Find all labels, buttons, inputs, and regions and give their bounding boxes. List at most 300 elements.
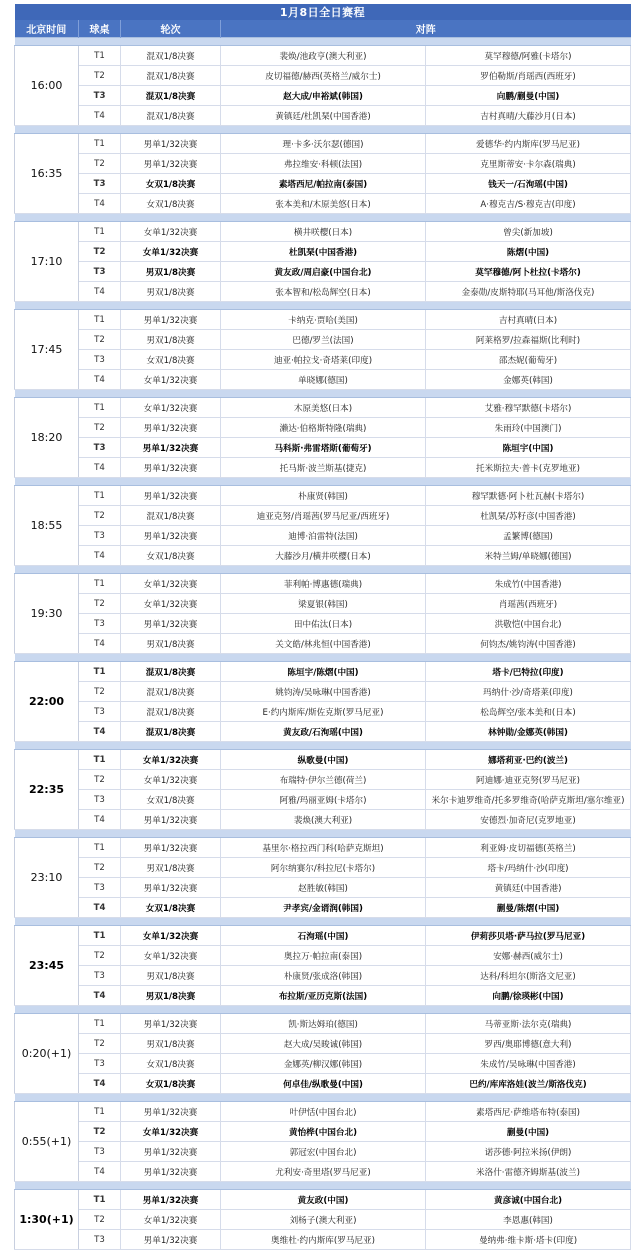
match-player-1: 卡纳克·贾哈(美国) bbox=[221, 310, 426, 330]
match-player-1: 杜凯琹(中国香港) bbox=[221, 242, 426, 262]
match-player-1: 郭冠宏(中国台北) bbox=[221, 1142, 426, 1162]
match-player-2: 曼纳弗·维卡斯·塔卡(印度) bbox=[426, 1230, 631, 1250]
match-player-1: 阿尔纳赛尔/科拉尼(卡塔尔) bbox=[221, 858, 426, 878]
match-player-2: 爱德华·约内斯库(罗马尼亚) bbox=[426, 134, 631, 154]
match-round: 混双1/8决赛 bbox=[121, 662, 221, 682]
match-player-2: 吉村真晴(日本) bbox=[426, 310, 631, 330]
match-table: T4 bbox=[79, 1074, 121, 1094]
match-row bbox=[15, 222, 631, 242]
slot-separator bbox=[15, 742, 631, 750]
match-player-2: 陈垣宇(中国) bbox=[426, 438, 631, 458]
match-row bbox=[15, 154, 631, 174]
match-player-2: 罗伯勒斯/肖瑶西(西班牙) bbox=[426, 66, 631, 86]
slot-separator-cell bbox=[15, 1094, 631, 1102]
slot-time: 23:45 bbox=[15, 926, 79, 1006]
match-table: T3 bbox=[79, 174, 121, 194]
match-round: 女单1/32决赛 bbox=[121, 770, 221, 790]
slot-time: 0:20(+1) bbox=[15, 1014, 79, 1094]
match-player-1: 弗拉维安·科顿(法国) bbox=[221, 154, 426, 174]
match-table: T2 bbox=[79, 330, 121, 350]
match-player-2: 蒯曼/陈熠(中国) bbox=[426, 898, 631, 918]
match-player-2: 朱成竹/吴咏琳(中国香港) bbox=[426, 1054, 631, 1074]
match-player-2: 阿莱格罗/拉森福斯(比利时) bbox=[426, 330, 631, 350]
header-row bbox=[15, 20, 631, 38]
match-table: T3 bbox=[79, 966, 121, 986]
match-player-1: 马科斯·弗雷塔斯(葡萄牙) bbox=[221, 438, 426, 458]
slot-time: 18:55 bbox=[15, 486, 79, 566]
match-player-2: 蒯曼(中国) bbox=[426, 1122, 631, 1142]
match-row bbox=[15, 330, 631, 350]
match-round: 女单1/32决赛 bbox=[121, 1210, 221, 1230]
match-player-1: E·约内斯库/斯佐克斯(罗马尼亚) bbox=[221, 702, 426, 722]
schedule-table bbox=[14, 4, 631, 1250]
match-round: 混双1/8决赛 bbox=[121, 66, 221, 86]
slot-time: 22:00 bbox=[15, 662, 79, 742]
match-row bbox=[15, 194, 631, 214]
slot-separator-cell bbox=[15, 1182, 631, 1190]
slot-time: 0:55(+1) bbox=[15, 1102, 79, 1182]
match-table: T2 bbox=[79, 1210, 121, 1230]
match-row bbox=[15, 1014, 631, 1034]
match-table: T3 bbox=[79, 790, 121, 810]
match-player-1: 理·卡多·沃尔瑟(德国) bbox=[221, 134, 426, 154]
match-round: 女双1/8决赛 bbox=[121, 546, 221, 566]
match-row bbox=[15, 1142, 631, 1162]
match-table: T1 bbox=[79, 1014, 121, 1034]
match-row bbox=[15, 790, 631, 810]
match-row bbox=[15, 1162, 631, 1182]
match-row bbox=[15, 1210, 631, 1230]
match-player-2: 阿迪娜·迪亚克努(罗马尼亚) bbox=[426, 770, 631, 790]
match-player-1: 赵胜敏(韩国) bbox=[221, 878, 426, 898]
match-round: 男单1/32决赛 bbox=[121, 418, 221, 438]
match-round: 男单1/32决赛 bbox=[121, 486, 221, 506]
match-player-1: 黄怡桦(中国台北) bbox=[221, 1122, 426, 1142]
match-table: T1 bbox=[79, 662, 121, 682]
match-row bbox=[15, 1230, 631, 1250]
match-round: 男单1/32决赛 bbox=[121, 134, 221, 154]
match-player-2: 黄镇廷(中国香港) bbox=[426, 878, 631, 898]
match-table: T1 bbox=[79, 1190, 121, 1210]
match-player-2: 艾雅·穆罕默德(卡塔尔) bbox=[426, 398, 631, 418]
match-table: T4 bbox=[79, 634, 121, 654]
match-row bbox=[15, 858, 631, 878]
match-row bbox=[15, 750, 631, 770]
match-player-1: 关文皓/林兆恒(中国香港) bbox=[221, 634, 426, 654]
slot-separator-cell bbox=[15, 390, 631, 398]
match-table: T3 bbox=[79, 1142, 121, 1162]
match-table: T3 bbox=[79, 526, 121, 546]
match-table: T1 bbox=[79, 926, 121, 946]
match-row bbox=[15, 926, 631, 946]
match-player-1: 布瑞特·伊尔兰德(荷兰) bbox=[221, 770, 426, 790]
match-table: T2 bbox=[79, 946, 121, 966]
match-player-1: 黄友政/周启豪(中国台北) bbox=[221, 262, 426, 282]
match-player-1: 石洵瑶(中国) bbox=[221, 926, 426, 946]
slot-separator-cell bbox=[15, 302, 631, 310]
match-player-1: 尹孝宾/金谞润(韩国) bbox=[221, 898, 426, 918]
match-round: 男单1/32决赛 bbox=[121, 1102, 221, 1122]
match-player-1: 姚钧涛/吴咏琳(中国香港) bbox=[221, 682, 426, 702]
match-player-1: 张本美和/木原美悠(日本) bbox=[221, 194, 426, 214]
match-player-1: 朴康贤/张成洛(韩国) bbox=[221, 966, 426, 986]
match-table: T1 bbox=[79, 46, 121, 66]
match-player-1: 濑达·伯格斯特隆(瑞典) bbox=[221, 418, 426, 438]
slot-separator-cell bbox=[15, 1006, 631, 1014]
match-player-1: 阿雅/玛丽亚姆(卡塔尔) bbox=[221, 790, 426, 810]
match-round: 女单1/32决赛 bbox=[121, 926, 221, 946]
match-player-2: 达科/科坦尔(斯洛文尼亚) bbox=[426, 966, 631, 986]
slot-time: 16:00 bbox=[15, 46, 79, 126]
match-player-2: 金泰勋/皮斯特耶(马耳他/斯洛伐克) bbox=[426, 282, 631, 302]
match-player-1: 迪博·泊雷特(法国) bbox=[221, 526, 426, 546]
match-player-2: 向鹏/蒯曼(中国) bbox=[426, 86, 631, 106]
match-player-1: 陈垣宇/陈熠(中国) bbox=[221, 662, 426, 682]
match-player-2: 孟繁博(德国) bbox=[426, 526, 631, 546]
match-player-2: 朱成竹(中国香港) bbox=[426, 574, 631, 594]
match-round: 女单1/32决赛 bbox=[121, 946, 221, 966]
match-player-2: 向鹏/徐瑛彬(中国) bbox=[426, 986, 631, 1006]
match-row bbox=[15, 838, 631, 858]
match-table: T1 bbox=[79, 310, 121, 330]
match-round: 男单1/32决赛 bbox=[121, 154, 221, 174]
match-row bbox=[15, 350, 631, 370]
match-round: 女双1/8决赛 bbox=[121, 898, 221, 918]
match-row bbox=[15, 1054, 631, 1074]
match-round: 男单1/32决赛 bbox=[121, 310, 221, 330]
match-player-2: 杜凯琹/苏籽彦(中国香港) bbox=[426, 506, 631, 526]
header-table: 球桌 bbox=[79, 20, 121, 38]
match-player-1: 梁夏银(韩国) bbox=[221, 594, 426, 614]
match-player-1: 赵大成/吴晙诚(韩国) bbox=[221, 1034, 426, 1054]
match-row bbox=[15, 1190, 631, 1210]
match-round: 男单1/32决赛 bbox=[121, 1014, 221, 1034]
title-row bbox=[15, 4, 631, 20]
match-player-2: 钱天一/石洵瑶(中国) bbox=[426, 174, 631, 194]
match-row bbox=[15, 1074, 631, 1094]
slot-separator-cell bbox=[15, 918, 631, 926]
slot-time: 19:30 bbox=[15, 574, 79, 654]
match-player-2: 陈熠(中国) bbox=[426, 242, 631, 262]
match-table: T3 bbox=[79, 702, 121, 722]
match-table: T2 bbox=[79, 682, 121, 702]
slot-separator bbox=[15, 1094, 631, 1102]
slot-separator bbox=[15, 654, 631, 662]
match-round: 女双1/8决赛 bbox=[121, 790, 221, 810]
match-table: T4 bbox=[79, 546, 121, 566]
match-round: 混双1/8决赛 bbox=[121, 86, 221, 106]
slot-separator bbox=[15, 126, 631, 134]
slot-separator bbox=[15, 214, 631, 222]
match-row bbox=[15, 310, 631, 330]
match-row bbox=[15, 878, 631, 898]
match-player-1: 金娜英/柳汉娜(韩国) bbox=[221, 1054, 426, 1074]
match-row bbox=[15, 682, 631, 702]
match-round: 男双1/8决赛 bbox=[121, 634, 221, 654]
slot-separator bbox=[15, 1182, 631, 1190]
match-player-1: 田中佑汰(日本) bbox=[221, 614, 426, 634]
match-table: T2 bbox=[79, 770, 121, 790]
match-player-1: 纵歌曼(中国) bbox=[221, 750, 426, 770]
match-round: 女双1/8决赛 bbox=[121, 1074, 221, 1094]
match-row bbox=[15, 770, 631, 790]
match-player-2: A·穆克吉/S·穆克吉(印度) bbox=[426, 194, 631, 214]
slot-separator-cell bbox=[15, 742, 631, 750]
match-table: T3 bbox=[79, 878, 121, 898]
match-round: 女单1/32决赛 bbox=[121, 750, 221, 770]
match-table: T2 bbox=[79, 242, 121, 262]
match-row bbox=[15, 438, 631, 458]
match-player-2: 曾尖(新加坡) bbox=[426, 222, 631, 242]
match-table: T3 bbox=[79, 86, 121, 106]
match-player-1: 巴德/罗兰(法国) bbox=[221, 330, 426, 350]
match-player-1: 赵大成/申裕斌(韩国) bbox=[221, 86, 426, 106]
match-player-1: 张本智和/松岛辉空(日本) bbox=[221, 282, 426, 302]
match-table: T2 bbox=[79, 418, 121, 438]
match-row bbox=[15, 898, 631, 918]
match-player-1: 基里尔·格拉西门科(哈萨克斯坦) bbox=[221, 838, 426, 858]
match-table: T4 bbox=[79, 282, 121, 302]
slot-separator bbox=[15, 302, 631, 310]
match-row bbox=[15, 1034, 631, 1054]
match-player-2: 吉村真晴/大藤沙月(日本) bbox=[426, 106, 631, 126]
match-player-1: 尤利安·奇里塔(罗马尼亚) bbox=[221, 1162, 426, 1182]
match-row bbox=[15, 966, 631, 986]
match-table: T4 bbox=[79, 722, 121, 742]
match-round: 男双1/8决赛 bbox=[121, 262, 221, 282]
match-player-2: 邵杰妮(葡萄牙) bbox=[426, 350, 631, 370]
match-row bbox=[15, 526, 631, 546]
match-round: 混双1/8决赛 bbox=[121, 682, 221, 702]
match-player-2: 金娜英(韩国) bbox=[426, 370, 631, 390]
match-row bbox=[15, 458, 631, 478]
match-round: 男单1/32决赛 bbox=[121, 810, 221, 830]
header-round: 轮次 bbox=[121, 20, 221, 38]
match-round: 男双1/8决赛 bbox=[121, 282, 221, 302]
match-row bbox=[15, 662, 631, 682]
match-player-2: 罗西/奥耶博德(意大利) bbox=[426, 1034, 631, 1054]
slot-separator bbox=[15, 566, 631, 574]
match-player-1: 黄友政(中国) bbox=[221, 1190, 426, 1210]
match-row bbox=[15, 262, 631, 282]
match-round: 女双1/8决赛 bbox=[121, 350, 221, 370]
slot-separator-cell bbox=[15, 38, 631, 46]
slot-time: 17:45 bbox=[15, 310, 79, 390]
match-round: 男单1/32决赛 bbox=[121, 878, 221, 898]
header-match: 对阵 bbox=[221, 20, 631, 38]
match-player-1: 何卓佳/纵歌曼(中国) bbox=[221, 1074, 426, 1094]
match-row bbox=[15, 486, 631, 506]
match-round: 男双1/8决赛 bbox=[121, 966, 221, 986]
match-row bbox=[15, 986, 631, 1006]
match-table: T2 bbox=[79, 1034, 121, 1054]
match-table: T4 bbox=[79, 986, 121, 1006]
match-table: T3 bbox=[79, 614, 121, 634]
match-row bbox=[15, 594, 631, 614]
match-table: T4 bbox=[79, 1162, 121, 1182]
match-round: 混双1/8决赛 bbox=[121, 46, 221, 66]
match-row bbox=[15, 398, 631, 418]
match-player-1: 菲利帕·博惠德(瑞典) bbox=[221, 574, 426, 594]
match-table: T1 bbox=[79, 222, 121, 242]
match-round: 女单1/32决赛 bbox=[121, 1122, 221, 1142]
match-player-1: 叶伊恬(中国台北) bbox=[221, 1102, 426, 1122]
match-player-1: 布拉斯/亚历克斯(法国) bbox=[221, 986, 426, 1006]
match-table: T1 bbox=[79, 1102, 121, 1122]
match-row bbox=[15, 722, 631, 742]
match-table: T2 bbox=[79, 594, 121, 614]
match-round: 女单1/32决赛 bbox=[121, 370, 221, 390]
match-player-2: 莫罕穆德/阿雅(卡塔尔) bbox=[426, 46, 631, 66]
slot-separator bbox=[15, 38, 631, 46]
slot-time: 23:10 bbox=[15, 838, 79, 918]
match-table: T3 bbox=[79, 438, 121, 458]
match-table: T1 bbox=[79, 398, 121, 418]
match-table: T1 bbox=[79, 486, 121, 506]
match-player-1: 裴焕/池政亨(澳大利亚) bbox=[221, 46, 426, 66]
match-round: 女单1/32决赛 bbox=[121, 242, 221, 262]
match-round: 男双1/8决赛 bbox=[121, 986, 221, 1006]
match-round: 男单1/32决赛 bbox=[121, 1162, 221, 1182]
match-player-2: 米尔卡迪罗维奇/托多罗维奇(哈萨克斯坦/塞尔维亚) bbox=[426, 790, 631, 810]
match-row bbox=[15, 506, 631, 526]
match-player-1: 凯·斯达姆珀(德国) bbox=[221, 1014, 426, 1034]
match-round: 混双1/8决赛 bbox=[121, 106, 221, 126]
match-round: 男双1/8决赛 bbox=[121, 1034, 221, 1054]
match-row bbox=[15, 702, 631, 722]
match-row bbox=[15, 242, 631, 262]
match-player-1: 横井咲樱(日本) bbox=[221, 222, 426, 242]
match-player-2: 李恩惠(韩国) bbox=[426, 1210, 631, 1230]
match-table: T4 bbox=[79, 370, 121, 390]
slot-separator bbox=[15, 478, 631, 486]
match-player-2: 利亚姆·皮切福德(英格兰) bbox=[426, 838, 631, 858]
match-player-1: 迪亚克努/肖瑶茜(罗马尼亚/西班牙) bbox=[221, 506, 426, 526]
match-row bbox=[15, 134, 631, 154]
match-player-1: 奥拉万·帕拉南(泰国) bbox=[221, 946, 426, 966]
match-row bbox=[15, 946, 631, 966]
match-round: 男单1/32决赛 bbox=[121, 438, 221, 458]
match-round: 女单1/32决赛 bbox=[121, 398, 221, 418]
match-round: 混双1/8决赛 bbox=[121, 506, 221, 526]
slot-separator-cell bbox=[15, 654, 631, 662]
match-player-1: 裴焕(澳大利亚) bbox=[221, 810, 426, 830]
match-round: 男单1/32决赛 bbox=[121, 1142, 221, 1162]
slot-time: 18:20 bbox=[15, 398, 79, 478]
match-round: 男单1/32决赛 bbox=[121, 1190, 221, 1210]
match-table: T2 bbox=[79, 66, 121, 86]
match-player-2: 安娜·赫西(威尔士) bbox=[426, 946, 631, 966]
slot-separator-cell bbox=[15, 566, 631, 574]
match-player-1: 皮切福德/赫西(英格兰/威尔士) bbox=[221, 66, 426, 86]
match-row bbox=[15, 86, 631, 106]
match-player-2: 肖瑶茜(西班牙) bbox=[426, 594, 631, 614]
slot-time: 1:30(+1) bbox=[15, 1190, 79, 1250]
header-time: 北京时间 bbox=[15, 20, 79, 38]
match-round: 女单1/32决赛 bbox=[121, 574, 221, 594]
match-row bbox=[15, 282, 631, 302]
match-table: T3 bbox=[79, 1054, 121, 1074]
match-player-2: 洪敬恺(中国台北) bbox=[426, 614, 631, 634]
match-player-1: 迪亚·帕拉戈·奇塔莱(印度) bbox=[221, 350, 426, 370]
match-player-2: 塔卡/玛纳什·沙(印度) bbox=[426, 858, 631, 878]
match-player-2: 米洛什·雷德齐姆斯基(波兰) bbox=[426, 1162, 631, 1182]
slot-separator-cell bbox=[15, 126, 631, 134]
match-player-2: 伊莉莎贝塔·萨马拉(罗马尼亚) bbox=[426, 926, 631, 946]
schedule-body bbox=[15, 38, 631, 1250]
match-table: T3 bbox=[79, 1230, 121, 1250]
schedule-title: 1月8日全日赛程 bbox=[15, 4, 631, 20]
match-player-2: 克里斯蒂安·卡尔森(瑞典) bbox=[426, 154, 631, 174]
match-table: T1 bbox=[79, 750, 121, 770]
match-player-2: 黄彦诚(中国台北) bbox=[426, 1190, 631, 1210]
match-row bbox=[15, 418, 631, 438]
match-round: 男单1/32决赛 bbox=[121, 614, 221, 634]
match-player-1: 素塔西尼/帕拉南(泰国) bbox=[221, 174, 426, 194]
match-table: T4 bbox=[79, 106, 121, 126]
match-row bbox=[15, 46, 631, 66]
match-player-2: 娜塔莉亚·巴约(波兰) bbox=[426, 750, 631, 770]
slot-separator bbox=[15, 918, 631, 926]
match-player-2: 诺莎德·阿拉米扬(伊朗) bbox=[426, 1142, 631, 1162]
match-row bbox=[15, 1102, 631, 1122]
match-player-2: 塔卡/巴特拉(印度) bbox=[426, 662, 631, 682]
match-table: T4 bbox=[79, 194, 121, 214]
match-row bbox=[15, 1122, 631, 1142]
match-player-1: 黄镇廷/杜凯琹(中国香港) bbox=[221, 106, 426, 126]
match-round: 混双1/8决赛 bbox=[121, 722, 221, 742]
slot-time: 17:10 bbox=[15, 222, 79, 302]
match-player-2: 素塔西尼·萨维塔布特(泰国) bbox=[426, 1102, 631, 1122]
match-table: T1 bbox=[79, 838, 121, 858]
match-round: 男单1/32决赛 bbox=[121, 526, 221, 546]
match-player-1: 刘杨子(澳大利亚) bbox=[221, 1210, 426, 1230]
match-player-1: 朴康贤(韩国) bbox=[221, 486, 426, 506]
slot-time: 22:35 bbox=[15, 750, 79, 830]
match-row bbox=[15, 614, 631, 634]
match-round: 男单1/32决赛 bbox=[121, 838, 221, 858]
match-table: T2 bbox=[79, 858, 121, 878]
match-table: T4 bbox=[79, 458, 121, 478]
match-row bbox=[15, 66, 631, 86]
match-row bbox=[15, 370, 631, 390]
match-table: T3 bbox=[79, 262, 121, 282]
match-player-1: 单晓娜(德国) bbox=[221, 370, 426, 390]
slot-separator-cell bbox=[15, 478, 631, 486]
match-player-1: 奥维杜·约内斯库(罗马尼亚) bbox=[221, 1230, 426, 1250]
match-round: 女双1/8决赛 bbox=[121, 174, 221, 194]
match-player-2: 何钧杰/姚钧涛(中国香港) bbox=[426, 634, 631, 654]
match-row bbox=[15, 174, 631, 194]
match-player-1: 木原美悠(日本) bbox=[221, 398, 426, 418]
match-row bbox=[15, 634, 631, 654]
match-round: 男单1/32决赛 bbox=[121, 1230, 221, 1250]
match-player-2: 莫罕穆德/阿卜杜拉(卡塔尔) bbox=[426, 262, 631, 282]
match-row bbox=[15, 810, 631, 830]
match-round: 男双1/8决赛 bbox=[121, 858, 221, 878]
match-row bbox=[15, 574, 631, 594]
match-player-2: 安德烈·加奇尼(克罗地亚) bbox=[426, 810, 631, 830]
match-player-2: 林钟勋/金娜英(韩国) bbox=[426, 722, 631, 742]
match-table: T2 bbox=[79, 506, 121, 526]
match-player-1: 大藤沙月/横井咲樱(日本) bbox=[221, 546, 426, 566]
match-table: T2 bbox=[79, 1122, 121, 1142]
match-round: 女双1/8决赛 bbox=[121, 194, 221, 214]
match-player-2: 玛纳什·沙/奇塔莱(印度) bbox=[426, 682, 631, 702]
match-table: T1 bbox=[79, 574, 121, 594]
slot-time: 16:35 bbox=[15, 134, 79, 214]
match-row bbox=[15, 546, 631, 566]
